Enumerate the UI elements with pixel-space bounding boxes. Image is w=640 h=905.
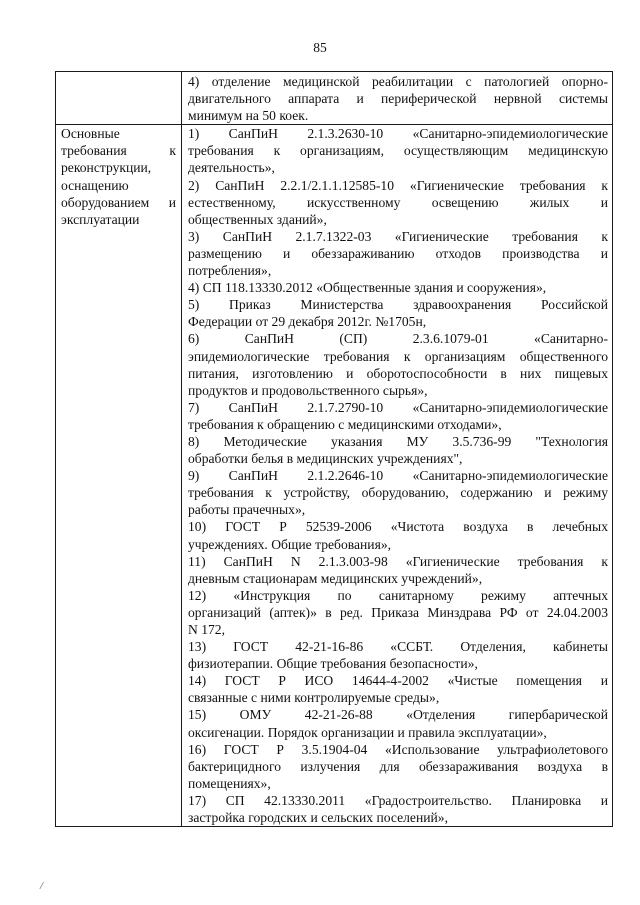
text-line: 11) СанПиН N 2.1.3.003-98 «Гигиенические требования к (188, 553, 608, 569)
text-line: 4) отделение медицинской реабилитации с патологией опорно- (188, 74, 608, 89)
text-line: работы прачечных», (188, 502, 306, 518)
continuation-text (182, 72, 612, 124)
text-line: 3) СанПиН 2.1.7.1322-03 «Гигиенические требования к (188, 228, 608, 244)
section-title-line: эксплуатации (61, 211, 140, 227)
text-line: обработки белья в медицинских учреждениях", (188, 451, 463, 467)
text-line: естественному, искусственному освещению жилых и (188, 194, 608, 210)
section-title-line: реконструкции, (61, 160, 152, 176)
table-row-continuation (56, 72, 613, 125)
text-line: помещениях», (188, 775, 271, 791)
text-line: оксигенации. Порядок организации и правила эксплуатации», (188, 724, 547, 740)
text-line: питания, изготовлению и оборотоспособности в них пищевых (188, 365, 608, 381)
text-line: минимум на 50 коек. (188, 108, 309, 124)
table-cell-right-continuation (182, 72, 613, 125)
section-title-line: оборудованием и (61, 194, 176, 210)
text-line: 8) Методические указания МУ 3.5.736-99 "Технология (188, 433, 608, 449)
text-line: физиотерапии. Общие требования безопасности», (188, 656, 478, 672)
text-line: общественных зданий», (188, 211, 327, 227)
requirements-list (182, 125, 612, 826)
text-line: потребления», (188, 263, 272, 279)
requirements-table (55, 71, 613, 827)
margin-mark: / (40, 880, 44, 892)
text-line: 17) СП 42.13330.2011 «Градостроительство. Планировка и (188, 792, 608, 808)
text-line: 13) ГОСТ 42-21-16-86 «ССБТ. Отделения, кабинеты (188, 639, 608, 655)
page-number: 85 (313, 40, 327, 55)
table-cell-left-empty (56, 72, 182, 125)
text-line: 2) СанПиН 2.2.1/2.1.1.12585-10 «Гигиенические требования к (188, 177, 608, 193)
text-line: размещению и обеззараживанию отходов производства и (188, 245, 608, 261)
text-line: бактерицидного излучения для обеззараживания воздуха в (188, 758, 608, 774)
section-title-line: требования к (61, 143, 176, 159)
table-row-main-requirements (56, 125, 613, 827)
text-line: 7) СанПиН 2.1.7.2790-10 «Санитарно-эпидемиологические (188, 399, 608, 415)
text-line: 4) СП 118.13330.2012 «Общественные здания и сооружения», (188, 280, 547, 296)
text-line: 5) Приказ Министерства здравоохранения Российской (188, 297, 608, 313)
table-cell-requirements-list (182, 125, 613, 827)
text-line: 6) СанПиН (СП) 2.3.6.1079-01 «Санитарно- (188, 331, 608, 347)
section-title-line: оснащению (61, 177, 129, 193)
text-line: дневным стационарам медицинских учреждений», (188, 570, 483, 586)
text-line: 12) «Инструкция по санитарному режиму аптечных (188, 587, 608, 603)
text-line: требования к устройству, оборудованию, содержанию и режиму (188, 485, 608, 501)
text-line: 10) ГОСТ Р 52539-2006 «Чистота воздуха в лечебных (188, 519, 608, 535)
text-line: эпидемиологические требования к организациям общественного (188, 348, 608, 364)
text-line: 16) ГОСТ Р 3.5.1904-04 «Использование ультрафиолетового (188, 741, 608, 757)
text-line: организаций (аптек)» в ред. Приказа Минздрава РФ от 24.04.2003 (188, 604, 608, 620)
text-line: 14) ГОСТ Р ИСО 14644-4-2002 «Чистые помещения и (188, 673, 608, 689)
text-line: застройка городских и сельских поселений», (188, 810, 448, 826)
text-line: 9) СанПиН 2.1.2.2646-10 «Санитарно-эпидемиологические (188, 468, 608, 484)
text-line: деятельность», (188, 160, 275, 176)
text-line: учреждениях. Общие требования», (188, 536, 392, 552)
text-line: продуктов и продовольственного сырья», (188, 382, 428, 398)
text-line: требования к организациям, осуществляющим медицинскую (188, 143, 608, 159)
table-cell-section-title (56, 125, 182, 827)
text-line: N 172, (188, 622, 226, 637)
text-line: 15) ОМУ 42-21-26-88 «Отделения гипербарической (188, 707, 608, 723)
text-line: требования к обращению с медицинскими отходами», (188, 416, 502, 432)
text-line: 1) СанПиН 2.1.3.2630-10 «Санитарно-эпидемиологические (188, 126, 608, 142)
section-title-line: Основные (61, 126, 120, 142)
section-title (56, 125, 181, 228)
text-line: двигательного аппарата и периферической нервной системы (188, 91, 608, 107)
text-line: связанные с ними контролируемые среды», (188, 690, 440, 706)
text-line: Федерации от 29 декабря 2012г. №1705н, (188, 314, 427, 330)
